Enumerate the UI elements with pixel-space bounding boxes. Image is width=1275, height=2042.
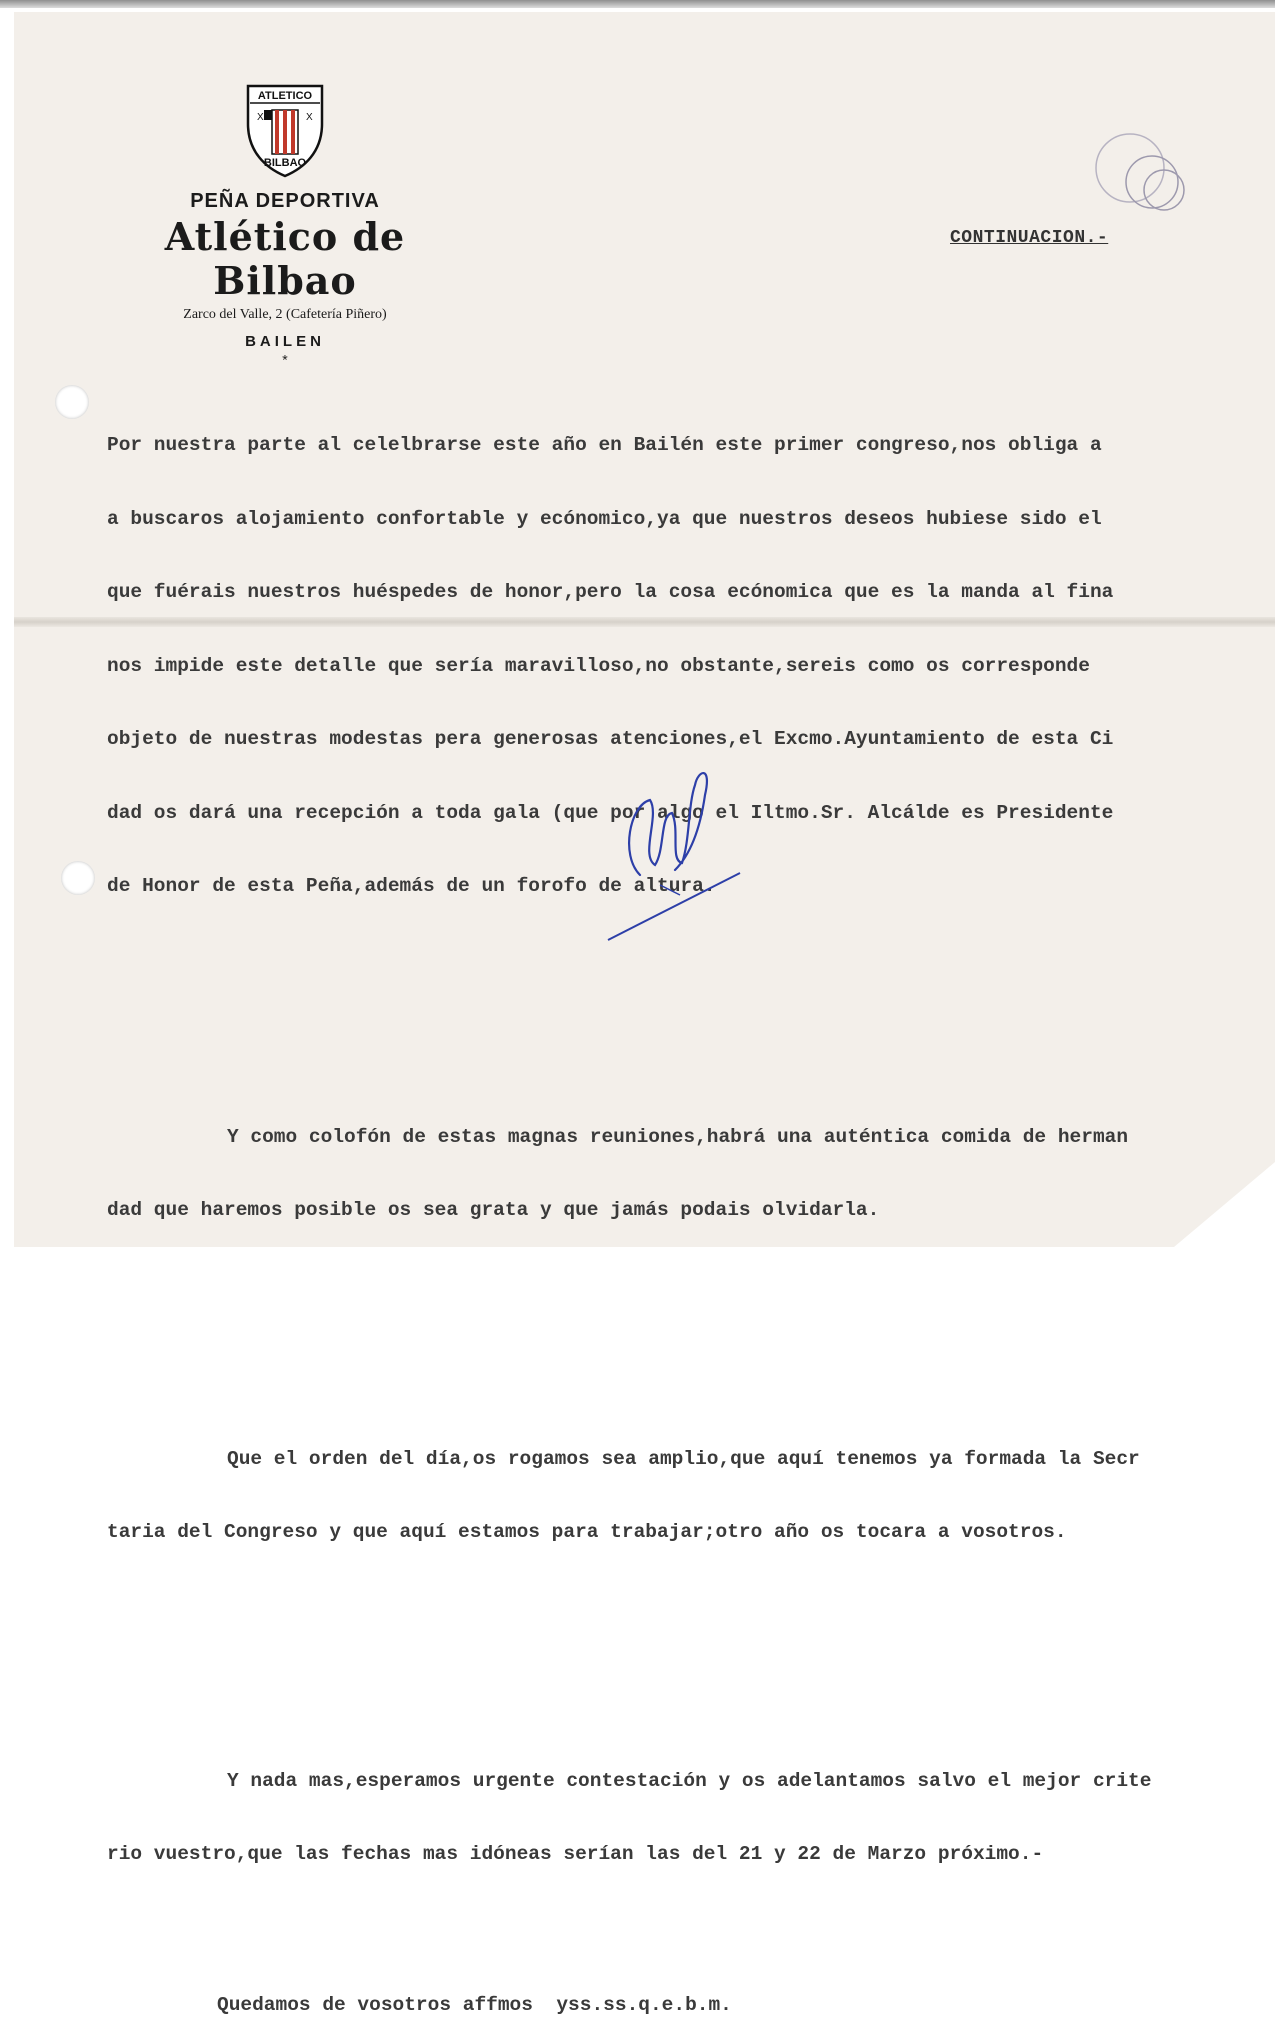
letterhead-asterisk: * — [280, 354, 290, 370]
continuation-heading: CONTINUACION.- — [950, 228, 1109, 248]
letter-body — [107, 335, 1275, 2042]
punch-hole-bottom — [61, 861, 95, 895]
text-line: de Honor de esta Peña,además de un forofo de altura. — [107, 875, 716, 897]
letterhead-pena: PEÑA DEPORTIVA — [190, 190, 380, 212]
handwritten-signature — [600, 755, 760, 945]
punch-hole-top — [55, 385, 89, 419]
text-line: dad os dará una recepción a toda gala (que por algo el Iltmo.Sr. Alcálde es Presidente — [107, 801, 1114, 824]
svg-text:X: X — [257, 112, 264, 123]
text-line: a buscaros alojamiento confortable y ecónomico,ya que nuestros deseos hubiese sido el — [107, 507, 1102, 530]
letterhead-address: Zarco del Valle, 2 (Cafetería Piñero) — [183, 307, 387, 322]
crest-text-top: ATLETICO — [257, 90, 313, 102]
rubber-stamp-circles — [1090, 120, 1230, 240]
text-line: Por nuestra parte al celelbrarse este año en Bailén este primer congreso,nos obliga a — [107, 434, 1102, 456]
text-line: rio vuestro,que las fechas mas idóneas serían las del 21 y 22 de Marzo próximo.- — [107, 1843, 1044, 1865]
text-line: nos impide este detalle que sería maravilloso,no obstante,sereis como os corresponde — [107, 654, 1090, 677]
crest-text-bottom: BILBAO — [263, 157, 307, 169]
text-line: Y nada mas,esperamos urgente contestación y os adelantamos salvo el mejor crite — [227, 1769, 1152, 1792]
text-line: objeto de nuestras modestas pera generosas atenciones,el Excmo.Ayuntamiento de esta Ci — [107, 728, 1114, 750]
text-line: dad que haremos posible os sea grata y que jamás podais olvidarla. — [107, 1199, 880, 1221]
club-crest-icon — [242, 80, 328, 180]
paragraph-3 — [107, 1398, 1275, 1594]
paragraph-2 — [107, 1076, 1275, 1272]
scan-edge — [0, 0, 1275, 8]
closing-line: Quedamos de vosotros affmos yss.ss.q.e.b.m. — [217, 1993, 732, 2016]
text-line: Y como colofón de estas magnas reuniones,habrá una auténtica comida de herman — [227, 1125, 1129, 1148]
text-line: que fuérais nuestros huéspedes de honor,pero la cosa ecónomica que es la manda al fina — [107, 581, 1114, 603]
text-line: Que el orden del día,os rogamos sea amplio,que aquí tenemos ya formada la Secr — [227, 1447, 1140, 1470]
paragraph-4 — [107, 1720, 1275, 1916]
text-line: taria del Congreso y que aquí estamos para trabajar;otro año os tocara a vosotros. — [107, 1521, 1067, 1543]
letterhead-club-name: Atlético de Bilbao — [164, 214, 406, 303]
svg-text:X: X — [306, 112, 313, 123]
letterhead-city: BAILEN — [245, 333, 325, 350]
letterhead — [110, 80, 460, 370]
